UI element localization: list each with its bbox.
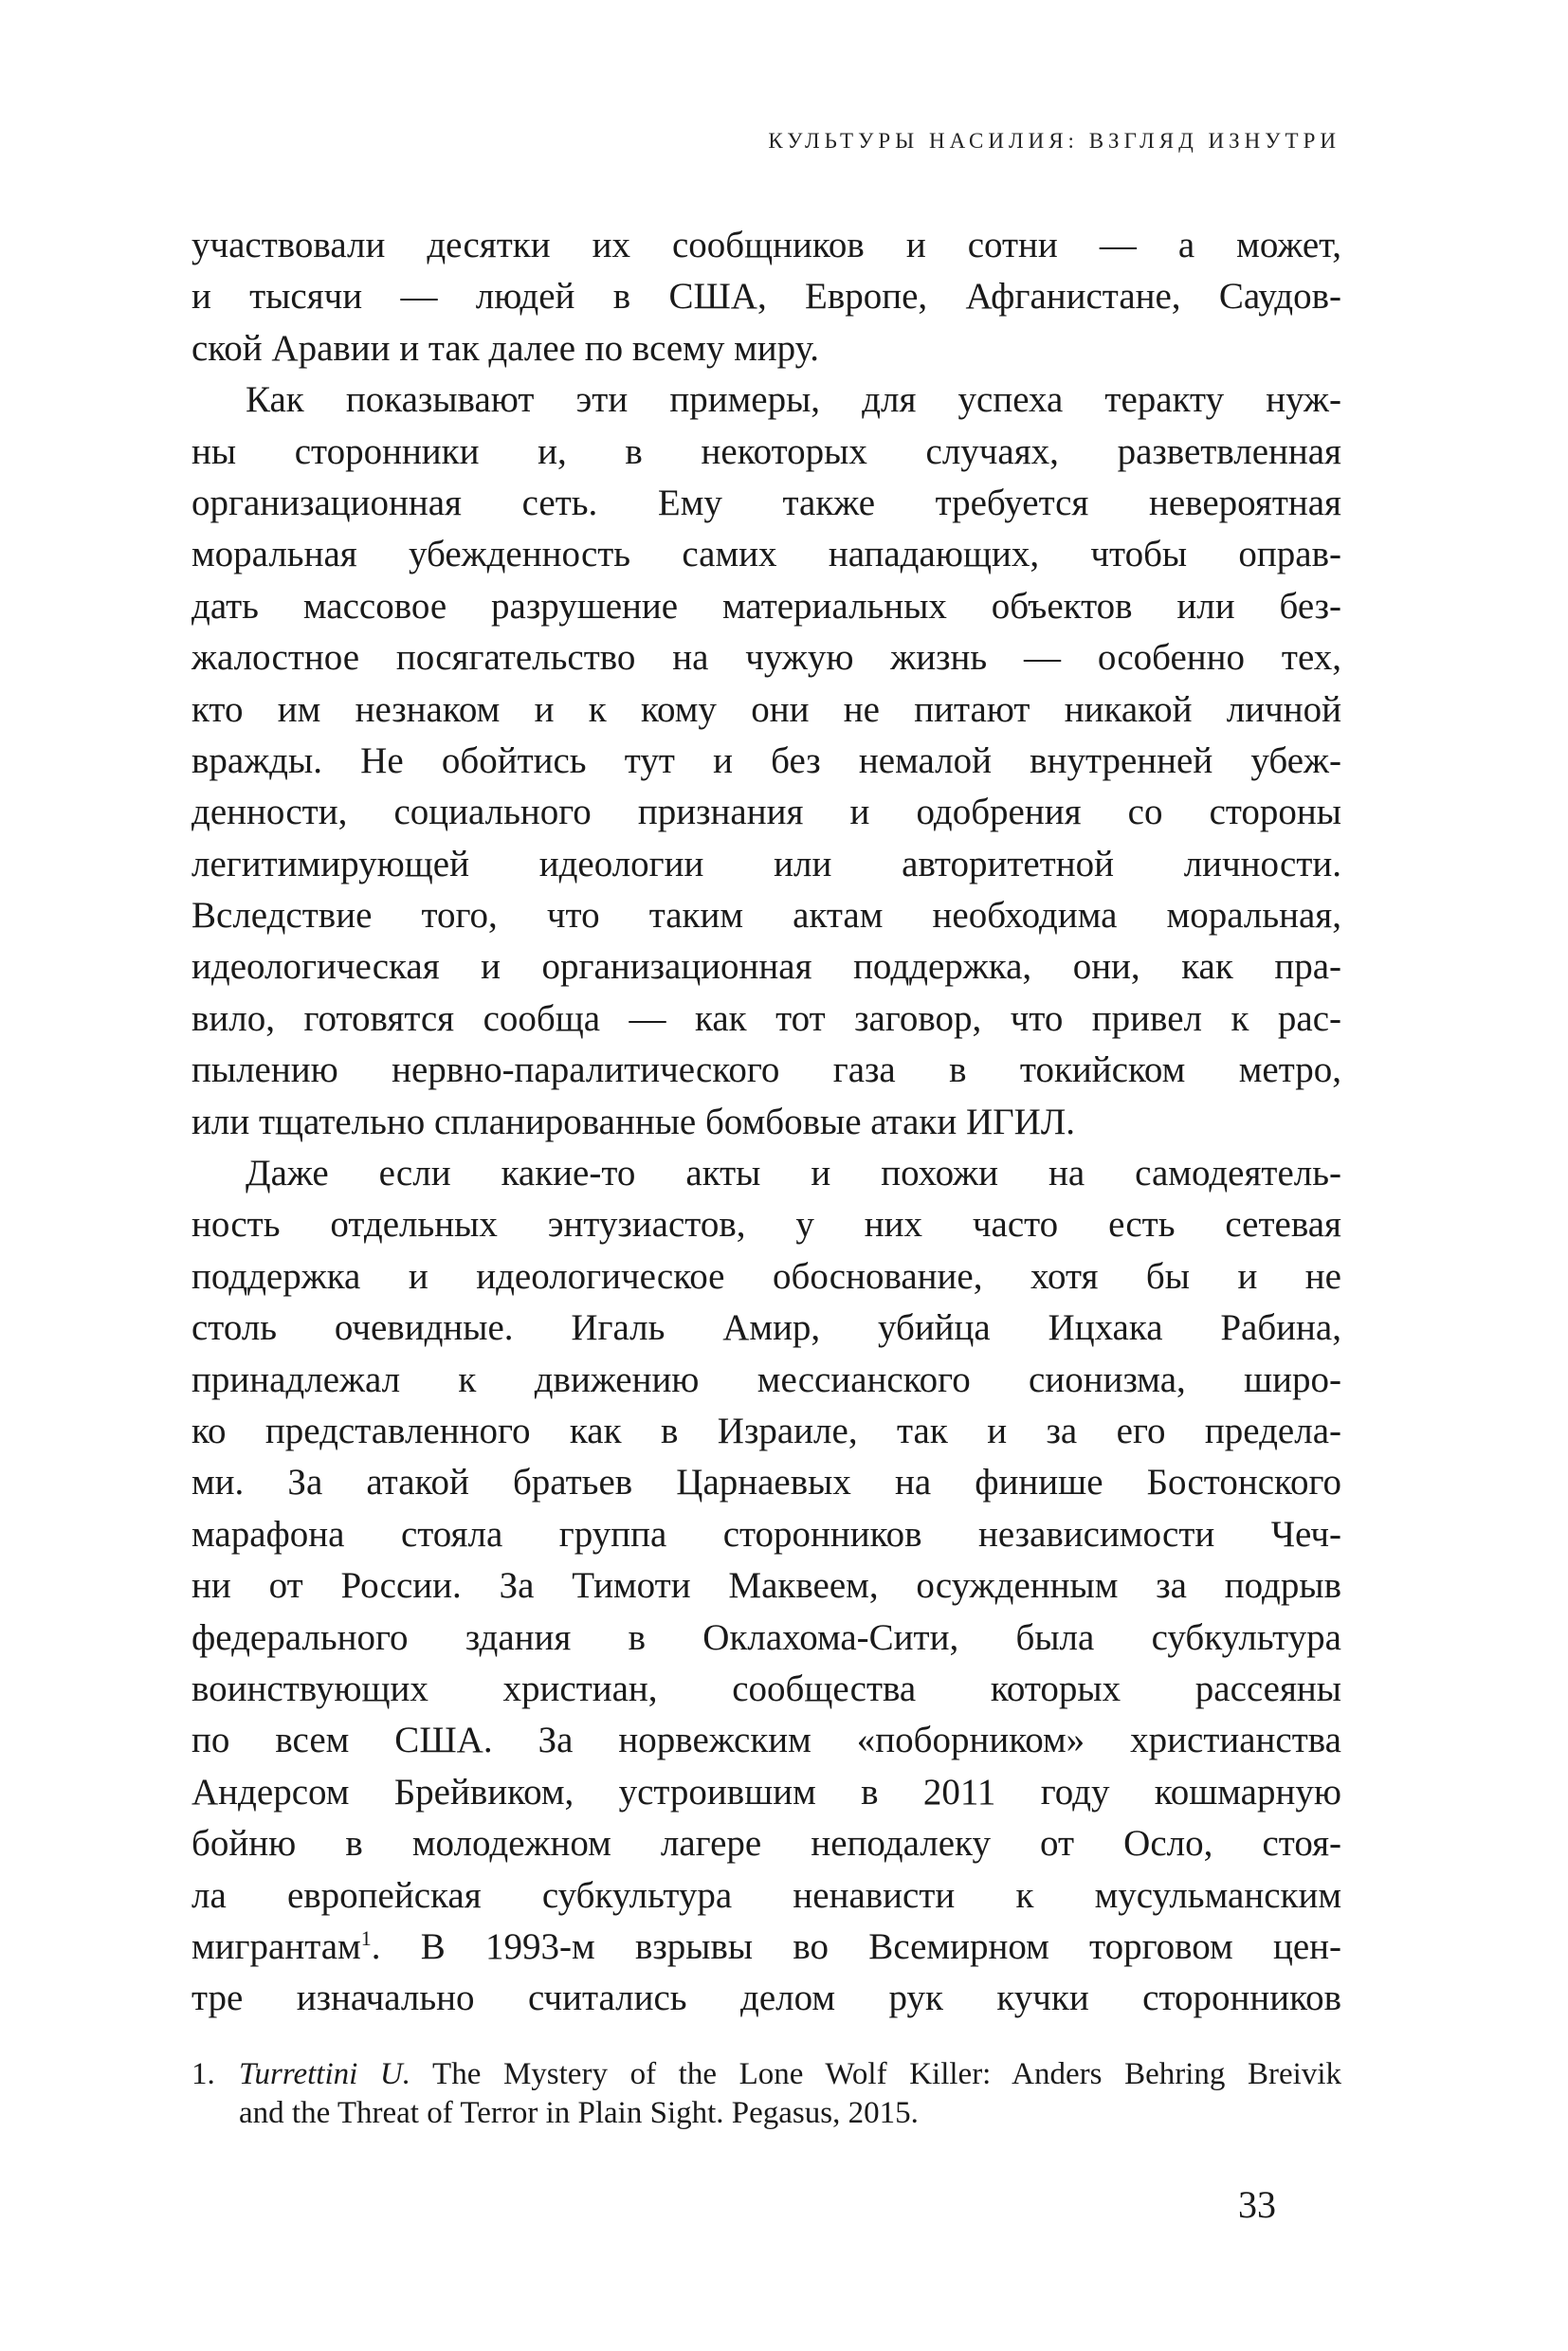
text-line: воинствующих христиан, сообщества которых рассеяны <box>191 1668 1341 1709</box>
paragraph <box>191 1148 1341 2025</box>
text-line: поддержка и идеологическое обоснование, хотя бы и не <box>191 1255 1341 1297</box>
text-fragment: . В 1993-м взрывы во Всемирном торговом цен- <box>371 1925 1341 1967</box>
footnote-number: 1. <box>191 2057 215 2091</box>
footnote-reference[interactable]: 1 <box>360 1925 372 1950</box>
footnote-title: The Mystery of the Lone Wolf Killer: Anders Behring Breivik <box>410 2057 1341 2091</box>
text-line: вило, готовятся сообща — как тот заговор, что привел к рас- <box>191 997 1341 1039</box>
text-line: идеологическая и организационная поддержка, они, как пра- <box>191 946 1341 988</box>
footnote-line: and the Threat of Terror in Plain Sight. Pegasus, 2015. <box>239 2096 919 2130</box>
text-line: принадлежал к движению мессианского сионизма, широ- <box>191 1358 1341 1400</box>
text-line: тре изначально считались делом рук кучки сторонников <box>191 1977 1341 2019</box>
text-line: и тысячи — людей в США, Европе, Афганистане, Саудов- <box>191 276 1341 318</box>
text-line: кто им незнаком и к кому они не питают никакой личной <box>191 688 1341 730</box>
text-line: ность отдельных энтузиастов, у них часто есть сетевая <box>191 1204 1341 1246</box>
text-line: легитимирующей идеологии или авторитетной личности. <box>191 843 1341 884</box>
text-line: моральная убежденность самих нападающих, чтобы оправ- <box>191 534 1341 575</box>
text-line: ми. За атакой братьев Царнаевых на финише Бостонского <box>191 1462 1341 1504</box>
text-line: вражды. Не обойтись тут и без немалой внутренней убеж- <box>191 739 1341 781</box>
running-head: КУЛЬТУРЫ НАСИЛИЯ: ВЗГЛЯД ИЗНУТРИ <box>768 129 1340 153</box>
page-number: 33 <box>1238 2183 1276 2226</box>
text-line: участвовали десятки их сообщников и сотни — а может, <box>191 225 1341 265</box>
text-line: Вследствие того, что таким актам необходима моральная, <box>191 895 1341 937</box>
text-line: организационная сеть. Ему также требуется невероятная <box>191 482 1341 523</box>
text-line <box>191 1922 1341 1973</box>
paragraph <box>191 220 1341 374</box>
text-line: Даже если какие-то акты и похожи на самодеятель- <box>246 1153 1341 1194</box>
text-line: бойню в молодежном лагере неподалеку от Осло, стоя- <box>191 1823 1341 1865</box>
text-line: жалостное посягательство на чужую жизнь — особенно тех, <box>191 637 1341 679</box>
text-line: ни от России. За Тимоти Маквеем, осужденным за подрыв <box>191 1565 1341 1607</box>
text-line: столь очевидные. Игаль Амир, убийца Ицхака Рабина, <box>191 1307 1341 1349</box>
body-text <box>191 220 1341 2025</box>
text-line: федерального здания в Оклахома-Сити, была субкультура <box>191 1616 1341 1658</box>
text-line: марафона стояла группа сторонников независимости Чеч- <box>191 1513 1341 1555</box>
text-line: ко представленного как в Израиле, так и за его предела- <box>191 1410 1341 1451</box>
text-line: по всем США. За норвежским «поборником» христианства <box>191 1720 1341 1761</box>
footnote <box>191 2055 1341 2133</box>
text-line: Андерсом Брейвиком, устроившим в 2011 году кошмарную <box>191 1771 1341 1813</box>
text-line: или тщательно спланированные бомбовые атаки ИГИЛ. <box>191 1101 1076 1142</box>
text-line: ской Аравии и так далее по всему миру. <box>191 327 819 369</box>
text-fragment: мигрантам <box>191 1925 361 1967</box>
footnote-line <box>191 2055 1341 2094</box>
text-line: ла европейская субкультура ненависти к мусульманским <box>191 1874 1341 1916</box>
text-line: Как показывают эти примеры, для успеха теракту нуж- <box>246 379 1341 421</box>
footnote-author: Turrettini U. <box>239 2057 411 2091</box>
text-line: ны сторонники и, в некоторых случаях, разветвленная <box>191 430 1341 472</box>
text-line: денности, социального признания и одобрения со стороны <box>191 792 1341 833</box>
text-line: пылению нервно-паралитического газа в токийском метро, <box>191 1049 1341 1091</box>
paragraph <box>191 374 1341 1148</box>
text-line: дать массовое разрушение материальных объектов или без- <box>191 585 1341 627</box>
